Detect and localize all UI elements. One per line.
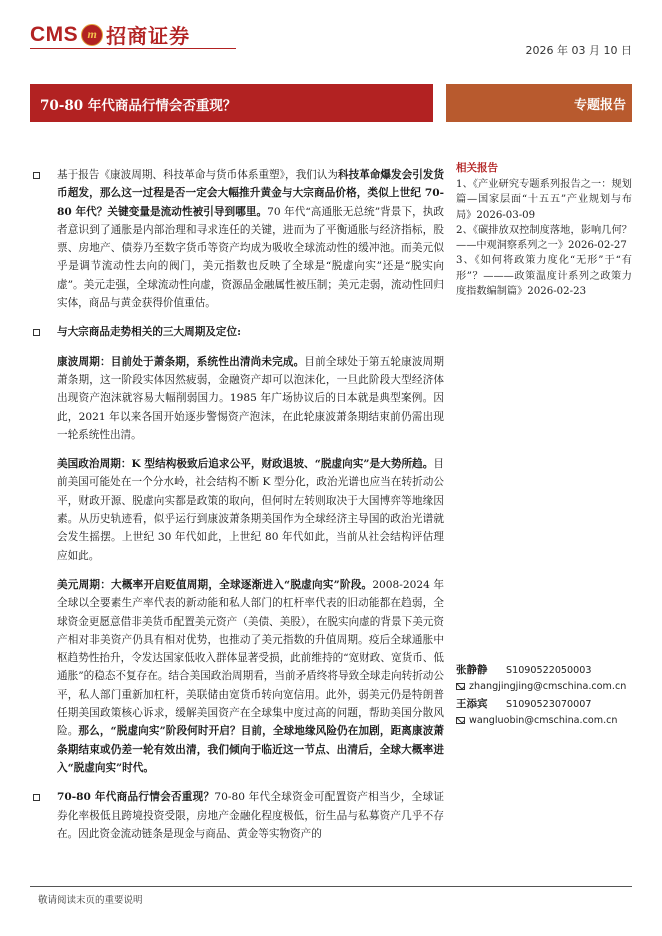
analyst-block xyxy=(456,662,626,692)
analyst-email[interactable]: zhangjingjing@cmschina.com.cn xyxy=(469,681,627,692)
paragraph-7080 xyxy=(30,788,444,843)
p7080-text: 70-80 年代全球资金可配置资产相当少，全球证券化率极低且跨境投资受限，房地产金融化程度极低，衍生品与私募资产几乎不存在。因此资金流动链条是现金与商品、黄金等实物资产的 xyxy=(57,791,444,840)
related-reports xyxy=(456,160,632,299)
logo-latin: CMS xyxy=(30,22,79,46)
paragraph-dollar xyxy=(30,576,444,777)
p7080-heading: 70-80 年代商品行情会否重现？ xyxy=(57,791,215,804)
report-type-bar xyxy=(446,84,632,122)
intro-text-c: 70 年代“高通胀无总统”背景下，执政者意识到了通胀是内部治理和寻求连任的关键，进而为了平衡通胀与经济指标，股票、房地产、债券乃至数字货币等资产均成为吸收全球流动性的缓冲池。而美元似乎是调节流动性去向的阀门，美元指数也反映了全球是“脱虚向实”还是“脱实向虚”。美元走强，全球流动性向虚，资源品金融属性被压制；美元走弱，流动性回归实体，商品与黄金获得价值重估。 xyxy=(57,205,444,310)
report-date: 2026 年 03 月 10 日 xyxy=(525,44,632,57)
report-title-bar xyxy=(30,84,433,122)
main-content xyxy=(30,166,444,843)
related-report-item[interactable]: 3、《如何将政策力度化“无形”于“有形”？———政策温度计系列之政策力度指数编制篇》2026-02-23 xyxy=(456,255,632,298)
related-report-item[interactable]: 2、《碳排放双控制度落地，影响几何？——中观洞察系列之一》2026-02-27 xyxy=(456,224,632,252)
mail-icon xyxy=(456,683,465,690)
intro-text-b: 科技革命爆发会引发货币超发，那么这一过程是否一定会大幅推升黄金与大宗商品价格，类似上世纪 70-80 年代？关键变量是流动性被引导到哪里。 xyxy=(57,169,445,218)
logo-chinese: 招商证券 xyxy=(106,24,191,48)
mail-icon xyxy=(456,717,465,724)
page-header xyxy=(0,0,662,60)
logo-seal-icon: m xyxy=(81,24,103,46)
analyst-id: S1090523070007 xyxy=(506,699,592,710)
square-bullet-icon xyxy=(33,329,40,336)
paragraph-politics xyxy=(30,455,444,565)
politics-heading: 美国政治周期：K 型结构极致后追求公平，财政退坡、“脱虚向实”是大势所趋。 xyxy=(57,458,434,471)
square-bullet-icon xyxy=(33,794,40,801)
dollar-heading: 美元周期：大概率开启贬值周期，全球逐渐进入“脱虚向实”阶段。 xyxy=(57,578,373,591)
dollar-text: 2008-2024 年全球以全要素生产率代表的新动能和私人部门的杠杆率代表的旧动能都在趋弱，全球资金更愿意借非美货币配置美元资产（美债、美股），在脱实向虚的背景下美元资产相对非美资产仍具有相对优势，也推动了美元指数的升值周期。疫后全球通胀中枢趋势性抬升，令发达国家低收入群体显著受损，此前维持的“宽财政、宽货币、低通胀”的稳态不复存在。结合美国政治周期看，当前矛盾终将导致全球走向转折动公平，私人部门重新加杠杆，美联储由宽货币转向宽信用。此外，弱美元仍是特朗普任期美国政策核心诉求，缓解美国资产在全球集中度过高的问题，帮助美国分散风险。 xyxy=(57,578,444,738)
dollar-conclusion: 那么，“脱虚向实”阶段何时开启？目前，全球地缘风险仍在加剧，距离康波萧条期结束或仍差一轮有效出清，我们倾向于临近这一节点、出清后，全球大概率进入“脱虚向实”时代。 xyxy=(57,725,445,774)
analyst-email[interactable]: wangluobin@cmschina.com.cn xyxy=(469,715,618,726)
analyst-id: S1090522050003 xyxy=(506,665,592,676)
footer-divider xyxy=(30,886,632,887)
intro-text-a: 基于报告《康波周期、科技革命与货币体系重塑》，我们认为 xyxy=(57,169,338,181)
analyst-name: 王添宾 xyxy=(456,698,488,710)
related-report-item[interactable]: 1、《产业研究专题系列报告之一：规划篇—国家层面“十五五”产业规划与布局》2026-03-09 xyxy=(456,179,632,221)
politics-text: 目前美国可能处在一个分水岭，社会结构不断 K 型分化，政治光谱也应当在转折动公平，财政开源、脱虚向实都是政策的取向，但何时左转则取决于大国博弈等地缘因素。从历史轨迹看，似乎运行到康波萧条期美国作为全球经济主导国的政治光谱就会发生摇摆。上世纪 30 年代如此，上世纪 80 年代如此，当前从社会结构评估理应如此。 xyxy=(57,458,444,562)
report-title: 70-80 年代商品行情会否重现？ xyxy=(40,98,237,114)
paragraph-cycles-heading xyxy=(30,323,444,341)
kondratiev-heading: 康波周期：目前处于萧条期，系统性出清尚未完成。 xyxy=(57,355,305,368)
footer-note: 敬请阅读末页的重要说明 xyxy=(38,895,143,906)
paragraph-kondratiev xyxy=(30,353,444,444)
analyst-name: 张静静 xyxy=(456,664,488,676)
analyst-block xyxy=(456,696,617,726)
cycles-heading: 与大宗商品走势相关的三大周期及定位: xyxy=(57,326,242,339)
paragraph-intro xyxy=(30,166,444,312)
report-type: 专题报告 xyxy=(573,98,626,113)
related-reports-title: 相关报告 xyxy=(456,162,498,174)
header-divider xyxy=(30,48,236,49)
company-logo xyxy=(30,20,190,49)
square-bullet-icon xyxy=(33,172,40,179)
kondratiev-text: 目前全球处于第五轮康波周期萧条期，这一阶段实体因然疲弱，金融资产却可以泡沫化，一旦此阶段大型经济体出现资产泡沫就容易大幅削弱国力。1985 年广场协议后的日本就是典型案例。因此，2021 年以来各国开始逐步警惕资产泡沫，在此轮康波萧条期结束前仍需出现一轮系统性出清。 xyxy=(57,355,445,441)
